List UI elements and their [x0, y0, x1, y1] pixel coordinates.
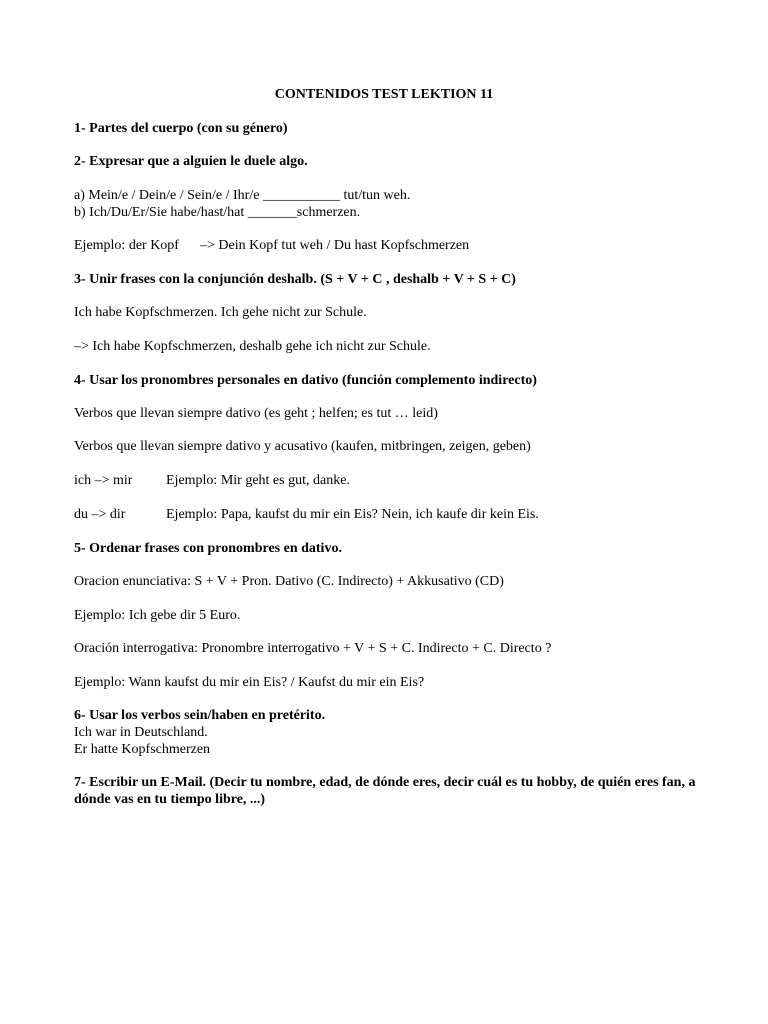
section-1-heading: 1- Partes del cuerpo (con su género) — [74, 121, 288, 136]
section-4-example-1-pronoun: ich –> mir — [74, 473, 133, 488]
page-title: CONTENIDOS TEST LEKTION 11 — [274, 87, 494, 102]
section-4-example-1-sentence: Ejemplo: Mir geht es gut, danke. — [166, 473, 350, 488]
section-3-line-1: Ich habe Kopfschmerzen. Ich gehe nicht zur Schule. — [74, 305, 367, 320]
section-5-line-3: Oración interrogativa: Pronombre interrogativo + V + S + C. Indirecto + C. Directo ? — [74, 641, 552, 656]
section-6-heading: 6- Usar los verbos sein/haben en pretérito. — [74, 708, 326, 723]
section-6-line-1: Ich war in Deutschland. — [74, 725, 208, 740]
section-3-line-2: –> Ich habe Kopfschmerzen, deshalb gehe ich nicht zur Schule. — [74, 339, 431, 354]
section-6-line-2: Er hatte Kopfschmerzen — [74, 742, 211, 757]
section-5-line-1: Oracion enunciativa: S + V + Pron. Dativo (C. Indirecto) + Akkusativo (CD) — [74, 574, 504, 589]
section-4-heading: 4- Usar los pronombres personales en dativo (función complemento indirecto) — [74, 373, 537, 388]
section-5-line-2: Ejemplo: Ich gebe dir 5 Euro. — [74, 608, 241, 623]
section-7-heading: 7- Escribir un E-Mail. (Decir tu nombre, edad, de dónde eres, decir cuál es tu hobby, de quién eres fan, a dónde vas en tu tiempo libre, ...) — [74, 775, 696, 807]
section-4-line-2: Verbos que llevan siempre dativo y acusativo (kaufen, mitbringen, zeigen, geben) — [74, 439, 531, 454]
section-5-line-4: Ejemplo: Wann kaufst du mir ein Eis? / Kaufst du mir ein Eis? — [74, 675, 425, 690]
section-4-example-2-sentence: Ejemplo: Papa, kaufst du mir ein Eis? Nein, ich kaufe dir kein Eis. — [166, 507, 539, 522]
section-3-heading: 3- Unir frases con la conjunción deshalb. (S + V + C , deshalb + V + S + C) — [74, 272, 516, 287]
section-4-line-1: Verbos que llevan siempre dativo (es geht ; helfen; es tut … leid) — [74, 406, 438, 421]
section-2-line-b: b) Ich/Du/Er/Sie habe/hast/hat _______schmerzen. — [74, 205, 361, 220]
section-4-example-2-pronoun: du –> dir — [74, 507, 126, 522]
section-2-example: Ejemplo: der Kopf –> Dein Kopf tut weh / Du hast Kopfschmerzen — [74, 238, 470, 253]
section-5-heading: 5- Ordenar frases con pronombres en dativo. — [74, 541, 342, 556]
section-2-heading: 2- Expresar que a alguien le duele algo. — [74, 154, 308, 169]
section-2-line-a: a) Mein/e / Dein/e / Sein/e / Ihr/e ___________ tut/tun weh. — [74, 188, 411, 203]
